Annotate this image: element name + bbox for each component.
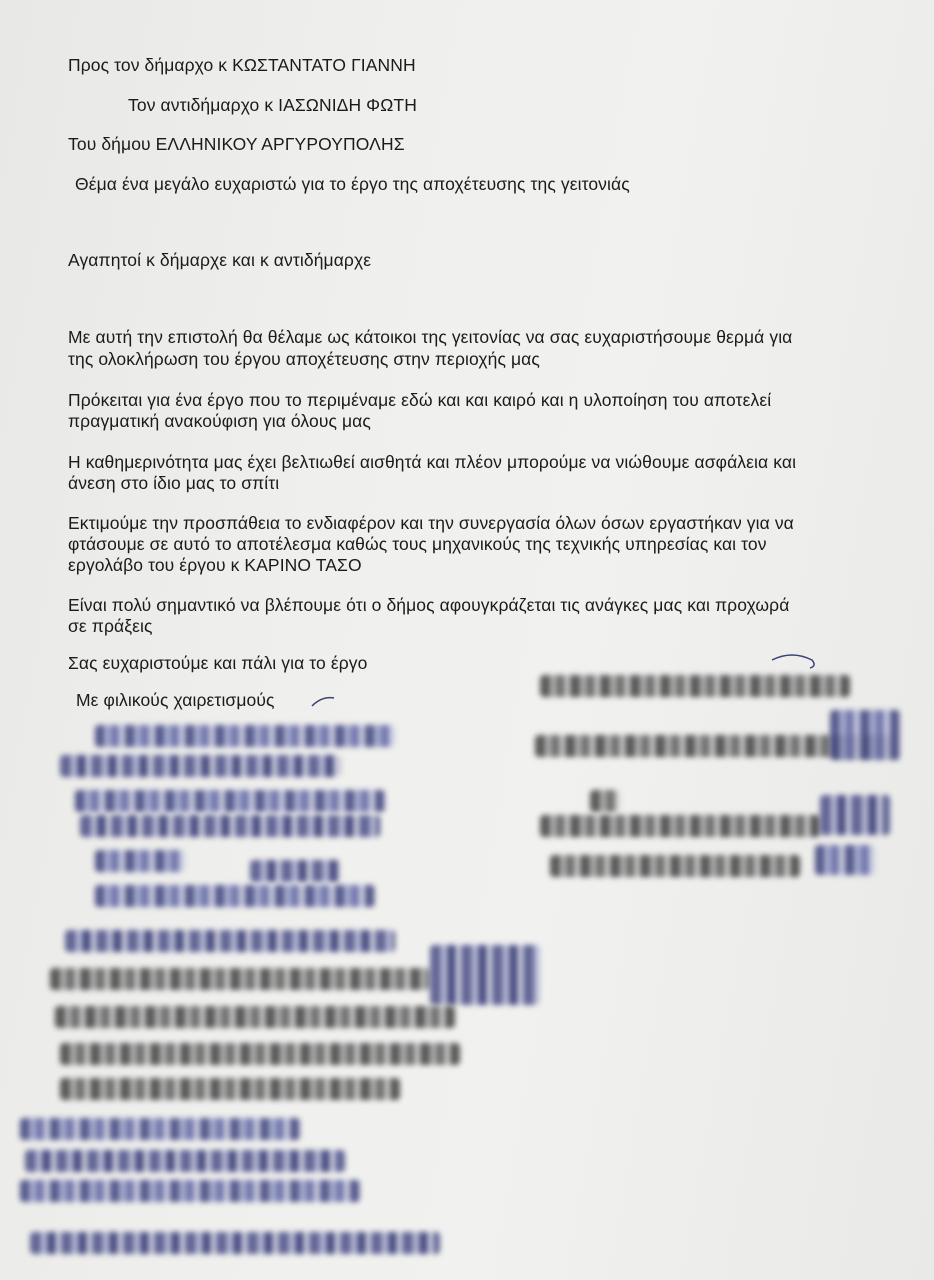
paragraph-5-line-1: Είναι πολύ σημαντικό να βλέπουμε ότι ο δήμος αφουγκράζεται τις ανάγκες μας και προχωρά — [68, 595, 790, 615]
paragraph-4-line-3: εργολάβο του έργου κ ΚΑΡΙΝΟ ΤΑΣΟ — [68, 555, 362, 575]
paragraph-3-line-1: Η καθημερινότητα μας έχει βελτιωθεί αισθητά και πλέον μπορούμε να νιώθουμε ασφάλεια και — [68, 452, 797, 472]
thanks-line: Σας ευχαριστούμε και πάλι για το έργο — [68, 653, 368, 673]
salutation: Αγαπητοί κ δήμαρχε και κ αντιδήμαρχε — [68, 250, 372, 270]
paragraph-1-line-1: Με αυτή την επιστολή θα θέλαμε ως κάτοικοι της γειτονίας να σας ευχαριστήσουμε θερμά για — [68, 327, 793, 347]
recipient-deputy: Τον αντιδήμαρχο κ ΙΑΣΩΝΙΔΗ ΦΩΤΗ — [128, 95, 417, 115]
paragraph-4-line-2: φτάσουμε σε αυτό το αποτέλεσμα καθώς τους μηχανικούς της τεχνικής υπηρεσίας και τον — [68, 534, 767, 554]
paragraph-1-line-2: της ολοκλήρωση του έργου αποχέτευσης στην περιοχής μας — [68, 349, 540, 369]
paragraph-4-line-1: Εκτιμούμε την προσπάθεια το ενδιαφέρον και την συνεργασία όλων όσων εργαστήκαν για να — [68, 513, 794, 533]
paragraph-3-line-2: άνεση στο ίδιο μας το σπίτι — [68, 473, 280, 493]
paragraph-2-line-1: Πρόκειται για ένα έργο που το περιμέναμε εδώ και και καιρό και η υλοποίηση του αποτελεί — [68, 390, 772, 410]
recipient-municipality: Του δήμου ΕΛΛΗΝΙΚΟΥ ΑΡΓΥΡΟΥΠΟΛΗΣ — [68, 134, 405, 154]
recipient-mayor: Προς τον δήμαρχο κ ΚΩΣΤΑΝΤΑΤΟ ΓΙΑΝΝΗ — [68, 55, 416, 75]
paragraph-5-line-2: σε πράξεις — [68, 616, 153, 636]
subject-line: Θέμα ένα μεγάλο ευχαριστώ για το έργο της αποχέτευσης της γειτονιάς — [75, 174, 630, 194]
paragraph-2-line-2: πραγματική ανακούφιση για όλους μας — [68, 411, 371, 431]
closing-line: Με φιλικούς χαιρετισμούς — [76, 690, 275, 710]
